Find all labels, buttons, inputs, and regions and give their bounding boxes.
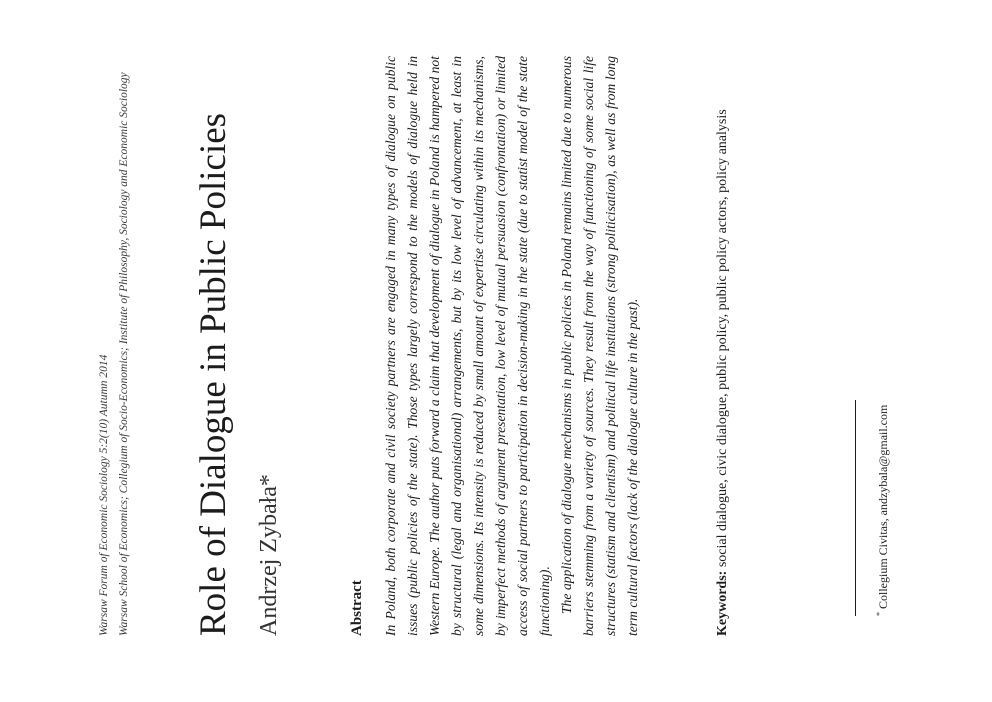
footnote-rule: [855, 400, 856, 616]
author-name: Andrzej Zybała*: [256, 474, 282, 636]
affiliation-header: Warsaw School of Economics; Collegium of Socio-Economics; Institute of Philosophy, Sociology and Economic Sociology: [118, 72, 130, 636]
footnote-text: Collegium Civitas, andzybala@gmail.com: [876, 404, 890, 609]
journal-header: Warsaw Forum of Economic Sociology 5:2(10) Autumn 2014: [98, 354, 110, 636]
keywords: [712, 56, 733, 636]
abstract-body: [380, 56, 644, 636]
abstract-paragraph: The application of dialogue mechanisms in public policies in Poland remains limited due to numerous barriers stemming from a variety of sources. They result from the way of functioning of some social life structures (statism and clientism) and political life institutions (strong politicisation), as well as from long term cultural factors (lack of the dialogue culture in the past).: [559, 56, 640, 636]
paper-title: Role of Dialogue in Public Policies: [193, 112, 234, 636]
keywords-label: Keywords:: [715, 570, 730, 636]
abstract-paragraph: In Poland, both corporate and civil society partners are engaged in many types of dialogue on public issues (public policies of the state). Those types largely correspond to the models of dialogue held in Western Europe. The author puts forward a claim that development of dialogue in Poland is hampered not by structural (legal and organisational) arrangements, but by its low level of advancement, at least in some dimensions. Its intensity is reduced by small amount of expertise circulating within its mechanisms, by imperfect methods of argument presentation, low level of mutual persuasion (confrontation) or limited access of social partners to participation in decision-making in the state (due to statist model of the state functioning).: [383, 56, 552, 636]
keywords-text: social dialogue, civic dialogue, public policy, public policy actors, policy analysis: [715, 109, 730, 568]
footnote-marker: *: [875, 612, 884, 616]
footnote: [872, 216, 891, 616]
abstract-heading: Abstract: [349, 580, 365, 636]
